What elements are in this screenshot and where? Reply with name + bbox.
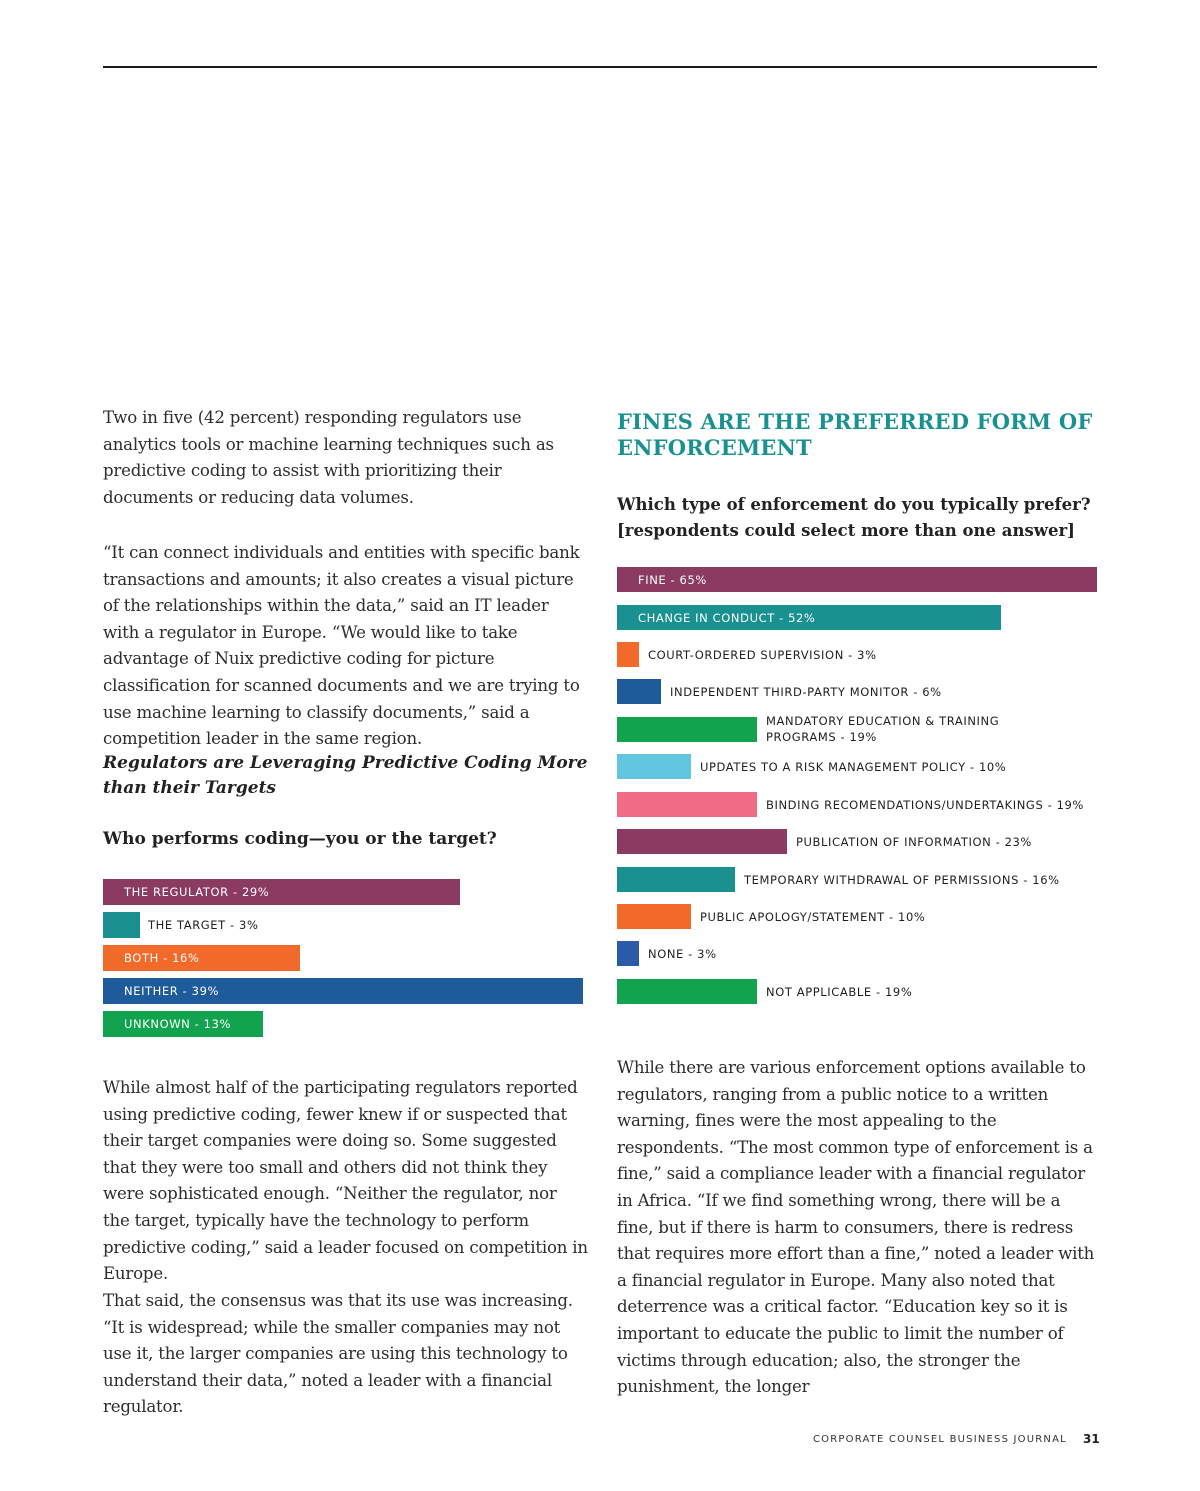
top-rule bbox=[103, 66, 1097, 68]
bar-label: NONE - 3% bbox=[648, 946, 717, 961]
chart-bar bbox=[617, 792, 757, 817]
bar-label: BOTH - 16% bbox=[124, 951, 200, 965]
chart-bar bbox=[617, 829, 787, 854]
coding-question: Who performs coding—you or the target? bbox=[103, 829, 497, 849]
coding-paragraph: While almost half of the participating regulators reported using predictive coding, fewer knew if or suspected that their target companies were doing so. Some suggested that they were too small and others did not think they were sophisticated enough. “Neither the regulator, nor the target, typically have the technology to perform predictive coding,” said a leader focused on competition in Europe. bbox=[103, 1078, 588, 1284]
enforcement-bar-chart bbox=[617, 567, 1097, 1007]
bar-label: MANDATORY EDUCATION & TRAINING PROGRAMS - 19% bbox=[766, 714, 1000, 744]
bar-label: UPDATES TO A RISK MANAGEMENT POLICY - 10% bbox=[700, 759, 1007, 774]
bar-label: CHANGE IN CONDUCT - 52% bbox=[638, 610, 816, 625]
bar-label: PUBLIC APOLOGY/STATEMENT - 10% bbox=[700, 909, 926, 924]
chart-bar bbox=[617, 679, 661, 704]
bar-label: TEMPORARY WITHDRAWAL OF PERMISSIONS - 16% bbox=[744, 872, 1060, 887]
bar-label: UNKNOWN - 13% bbox=[124, 1017, 232, 1031]
intro-paragraph: Two in five (42 percent) responding regulators use analytics tools or machine learning techniques such as predictive coding to assist with prioritizing their documents or reducing data volumes. bbox=[103, 408, 554, 507]
bar-label: FINE - 65% bbox=[638, 572, 707, 587]
coding-bar-chart bbox=[103, 879, 583, 1039]
chart-bar bbox=[617, 941, 639, 966]
bar-label: THE REGULATOR - 29% bbox=[124, 885, 270, 899]
bar-label: NOT APPLICABLE - 19% bbox=[766, 984, 913, 999]
bar-label: NEITHER - 39% bbox=[124, 984, 220, 998]
quote-paragraph: “It can connect individuals and entities with specific bank transactions and amounts; it also creates a visual picture of the relationships within the data,” said an IT leader with a regulator in Europe. “We would like to take advantage of Nuix predictive coding for picture classification for scanned documents and we are trying to use machine learning to classify documents,” said a competition leader in the same region. bbox=[103, 543, 580, 749]
chart-bar bbox=[617, 642, 639, 667]
journal-name: CORPORATE COUNSEL BUSINESS JOURNAL bbox=[813, 1434, 1067, 1445]
chart-bar bbox=[617, 754, 691, 779]
chart-bar bbox=[617, 979, 757, 1004]
consensus-paragraph: That said, the consensus was that its use was increasing. “It is widespread; while the smaller companies may not use it, the larger companies are using this technology to understand their data,” noted a leader with a financial regulator. bbox=[103, 1291, 573, 1417]
page-number: 31 bbox=[1083, 1432, 1100, 1446]
bar-label: THE TARGET - 3% bbox=[148, 918, 259, 932]
chart-bar bbox=[103, 912, 140, 938]
chart-bar bbox=[617, 717, 757, 742]
bar-label: PUBLICATION OF INFORMATION - 23% bbox=[796, 834, 1032, 849]
bar-label: BINDING RECOMENDATIONS/UNDERTAKINGS - 19% bbox=[766, 797, 1084, 812]
enforcement-title: FINES ARE THE PREFERRED FORM OF ENFORCEMENT bbox=[617, 409, 1093, 460]
bar-label: COURT-ORDERED SUPERVISION - 3% bbox=[648, 647, 877, 662]
bar-label: INDEPENDENT THIRD-PARTY MONITOR - 6% bbox=[670, 684, 942, 699]
section-subhead: Regulators are Leveraging Predictive Coding More than their Targets bbox=[103, 753, 588, 798]
chart-bar bbox=[617, 867, 735, 892]
enforcement-question: Which type of enforcement do you typically prefer? [respondents could select more than one answer] bbox=[617, 495, 1091, 540]
chart-bar bbox=[617, 904, 691, 929]
enforcement-paragraph: While there are various enforcement options available to regulators, ranging from a public notice to a written warning, fines were the most appealing to the respondents. “The most common type of enforcement is a fine,” said a compliance leader with a financial regulator in Africa. “If we find something wrong, there will be a fine, but if there is harm to consumers, there is redress that requires more effort than a fine,” noted a leader with a financial regulator in Europe. Many also noted that deterrence was a critical factor. “Education key so it is important to educate the public to limit the number of victims through education; also, the stronger the punishment, the longer bbox=[617, 1058, 1095, 1397]
